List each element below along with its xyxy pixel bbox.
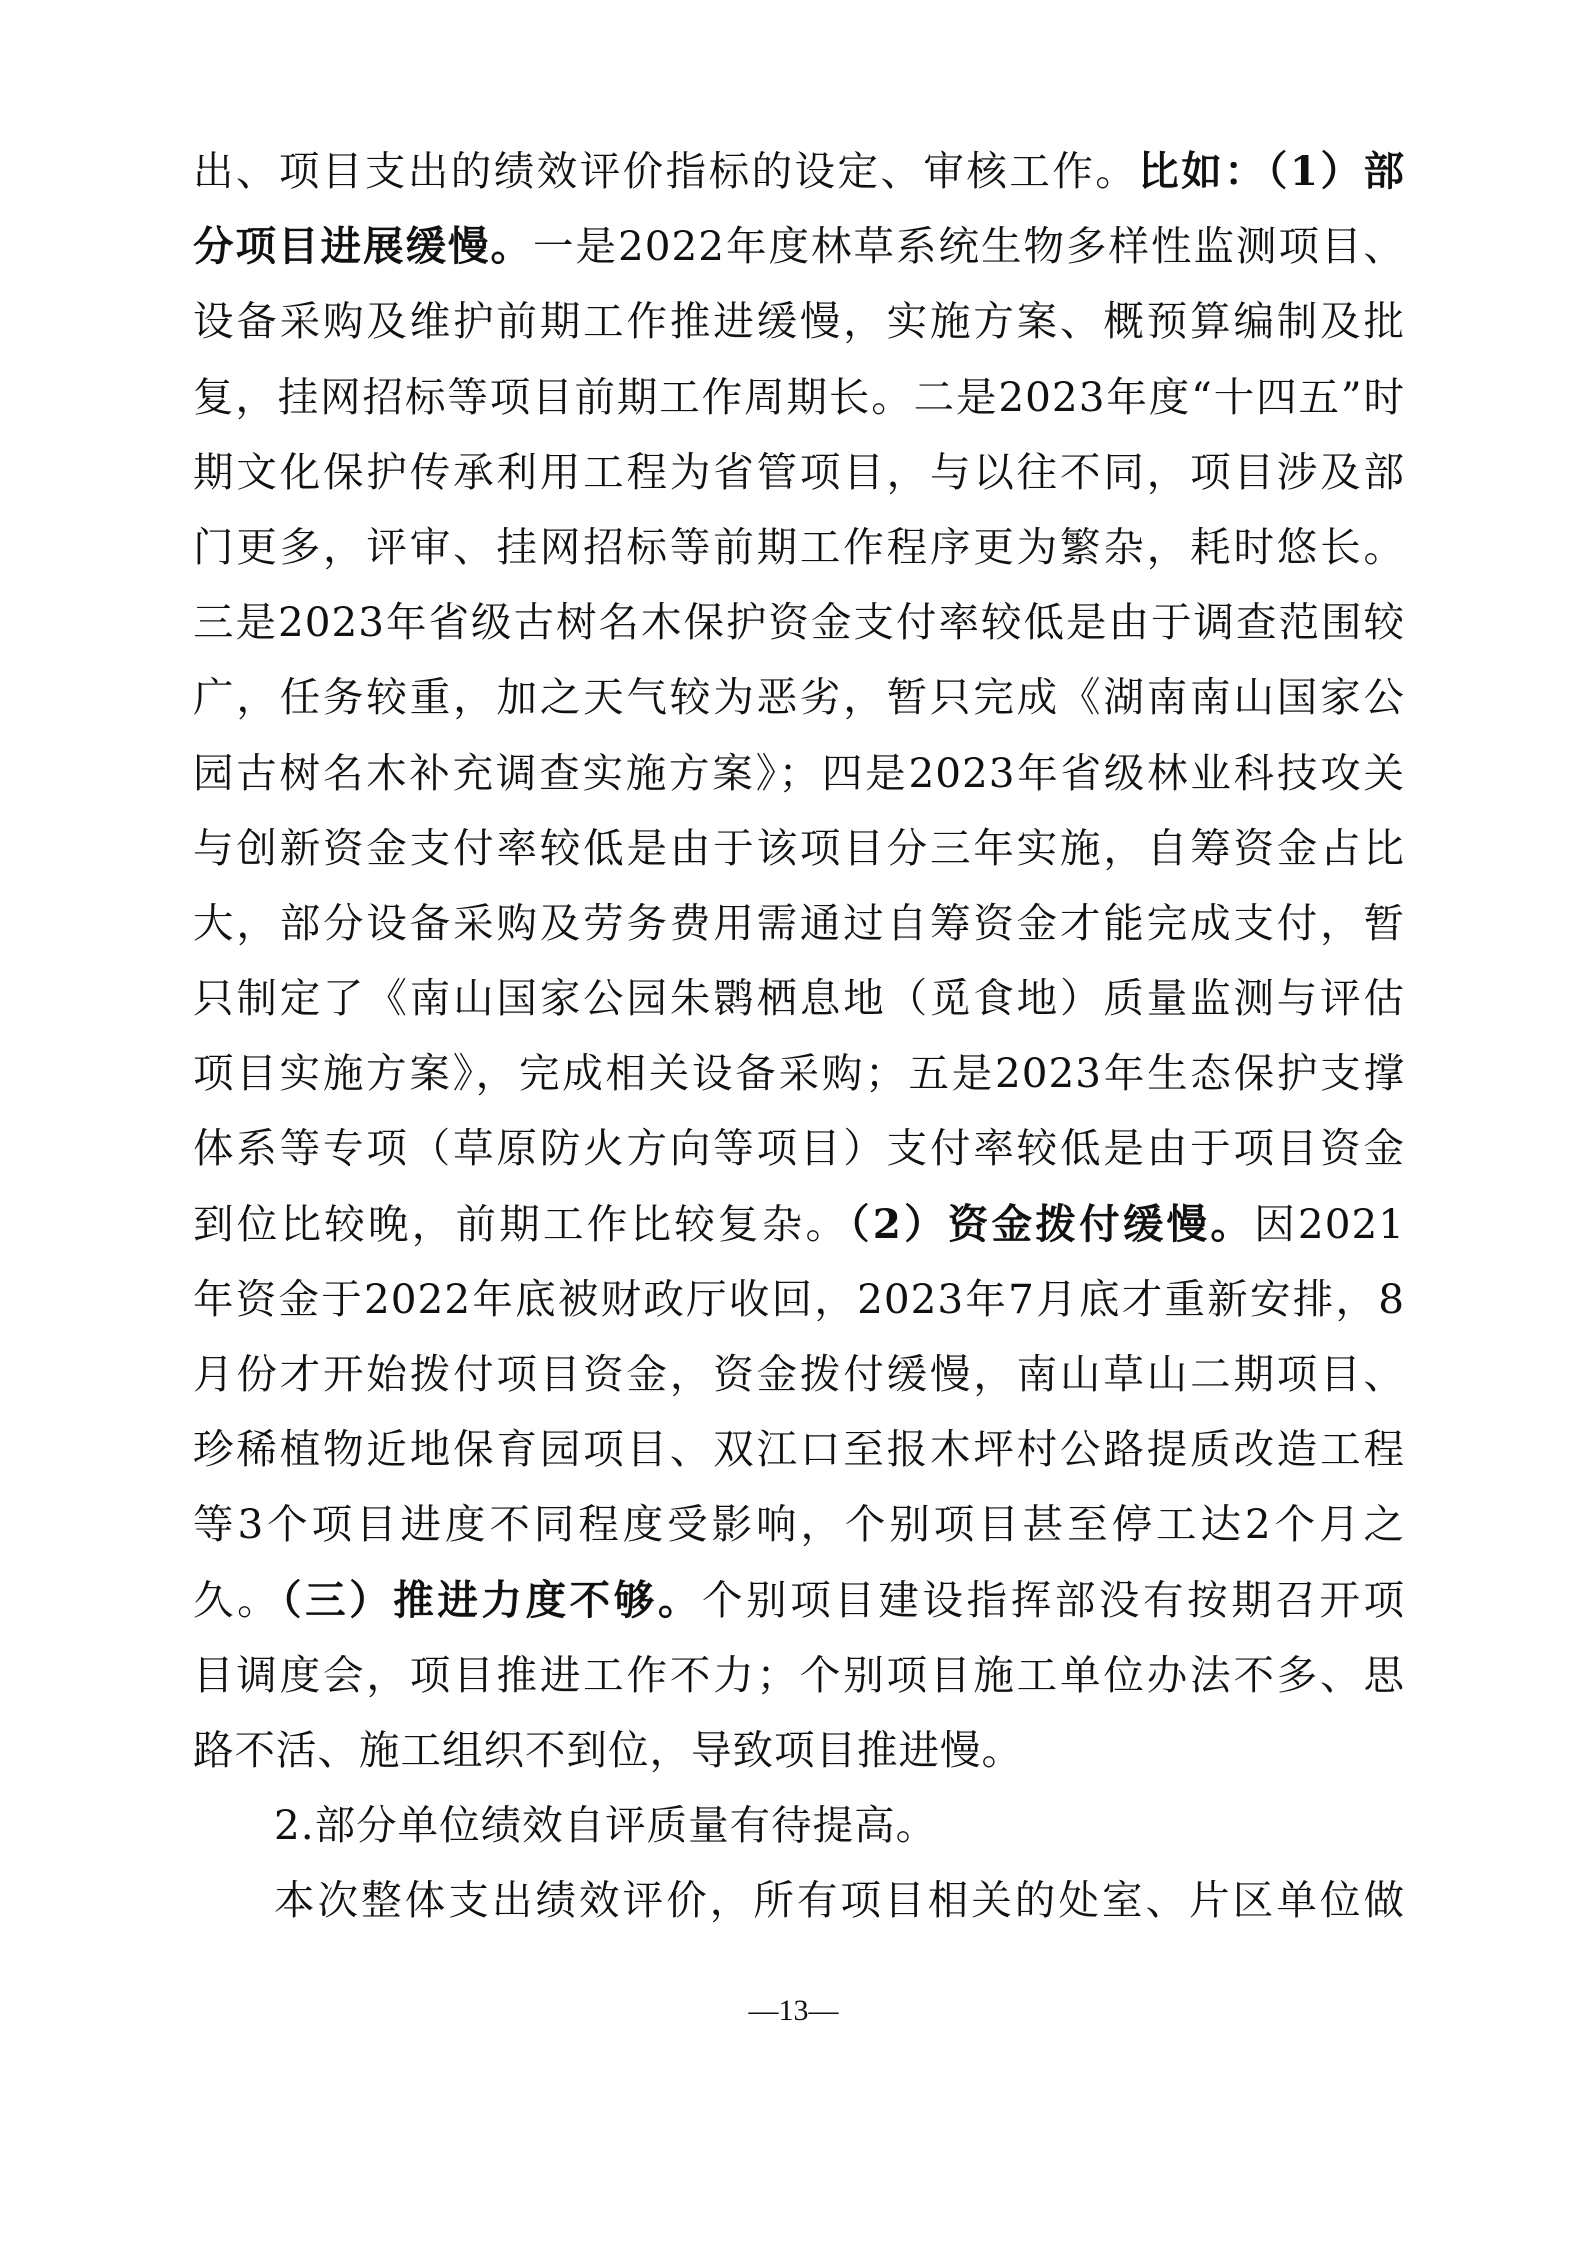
text-run: 年资金于2022年底被财政厅收回，2023年7月底才重新安排，8 xyxy=(193,1274,1405,1323)
text-line xyxy=(193,811,1405,886)
text-run: 复，挂网招标等项目前期工作周期长。二是2023年度“十四五”时 xyxy=(193,372,1405,421)
body-text xyxy=(193,134,1405,1939)
text-line xyxy=(193,585,1405,660)
text-run: 体系等专项（草原防火方向等项目）支付率较低是由于项目资金 xyxy=(193,1124,1405,1173)
text-line xyxy=(193,961,1405,1036)
text-line xyxy=(193,284,1405,359)
text-line xyxy=(193,1713,1405,1788)
bold-text-run: （三）推进力度不够。 xyxy=(281,1575,702,1624)
text-line xyxy=(193,1187,1405,1262)
text-run: 三是2023年省级古树名木保护资金支付率较低是由于调查范围较 xyxy=(193,598,1405,647)
text-line xyxy=(193,1638,1405,1713)
text-run: 园古树名木补充调查实施方案》；四是2023年省级林业科技攻关 xyxy=(193,748,1405,797)
text-run: 到位比较晚，前期工作比较复杂。 xyxy=(193,1199,850,1248)
text-run: 设备采购及维护前期工作推进缓慢，实施方案、概预算编制及批 xyxy=(193,297,1405,346)
text-line xyxy=(193,1111,1405,1186)
text-line xyxy=(193,886,1405,961)
text-line xyxy=(193,1262,1405,1337)
text-line xyxy=(193,510,1405,585)
text-run: 期文化保护传承利用工程为省管项目，与以往不同，项目涉及部 xyxy=(193,447,1405,496)
text-run: 与创新资金支付率较低是由于该项目分三年实施，自筹资金占比 xyxy=(193,823,1405,872)
bold-text-run: （2）资金拨付缓慢。 xyxy=(849,1199,1255,1248)
text-run: 本次整体支出绩效评价，所有项目相关的处室、片区单位做 xyxy=(274,1876,1405,1925)
text-line xyxy=(193,660,1405,735)
text-line xyxy=(193,1036,1405,1111)
text-run: 大，部分设备采购及劳务费用需通过自筹资金才能完成支付，暂 xyxy=(193,898,1405,947)
bold-text-run: 分项目进展缓慢。 xyxy=(193,222,533,271)
text-run: 等3个项目进度不同程度受影响，个别项目甚至停工达2个月之 xyxy=(193,1500,1405,1549)
text-run: 久。 xyxy=(193,1575,282,1624)
page-number: —13— xyxy=(748,1994,839,2027)
text-line xyxy=(193,1788,1405,1863)
text-run: 路不活、施工组织不到位，导致项目推进慢。 xyxy=(193,1725,1023,1774)
text-run: 因2021 xyxy=(1254,1199,1406,1248)
text-line xyxy=(193,1412,1405,1487)
text-run: 出、项目支出的绩效评价指标的设定、审核工作。 xyxy=(193,147,1139,195)
text-line xyxy=(193,360,1405,435)
text-line xyxy=(193,209,1405,284)
text-line xyxy=(193,1337,1405,1412)
text-line xyxy=(193,1563,1405,1638)
text-line xyxy=(193,1487,1405,1562)
text-line xyxy=(193,435,1405,510)
text-run: 珍稀植物近地保育园项目、双江口至报木坪村公路提质改造工程 xyxy=(193,1425,1405,1474)
text-run: 只制定了《南山国家公园朱鹮栖息地（觅食地）质量监测与评估 xyxy=(193,974,1405,1023)
bold-text-run: 比如：（1）部 xyxy=(1138,147,1405,195)
text-run: 个别项目建设指挥部没有按期召开项 xyxy=(702,1575,1406,1624)
text-run: 广，任务较重，加之天气较为恶劣，暂只完成《湖南南山国家公 xyxy=(193,673,1405,722)
text-line xyxy=(193,134,1405,209)
text-run: 目调度会，项目推进工作不力；个别项目施工单位办法不多、思 xyxy=(193,1650,1405,1699)
text-run: 一是2022年度林草系统生物多样性监测项目、 xyxy=(532,222,1405,271)
text-run: 项目实施方案》，完成相关设备采购；五是2023年生态保护支撑 xyxy=(193,1049,1405,1098)
text-run: 门更多，评审、挂网招标等前期工作程序更为繁杂，耗时悠长。 xyxy=(193,522,1405,571)
text-run: 月份才开始拨付项目资金，资金拨付缓慢，南山草山二期项目、 xyxy=(193,1350,1405,1398)
text-run: 2.部分单位绩效自评质量有待提高。 xyxy=(274,1801,938,1850)
text-line xyxy=(193,1863,1405,1938)
text-line xyxy=(193,736,1405,811)
